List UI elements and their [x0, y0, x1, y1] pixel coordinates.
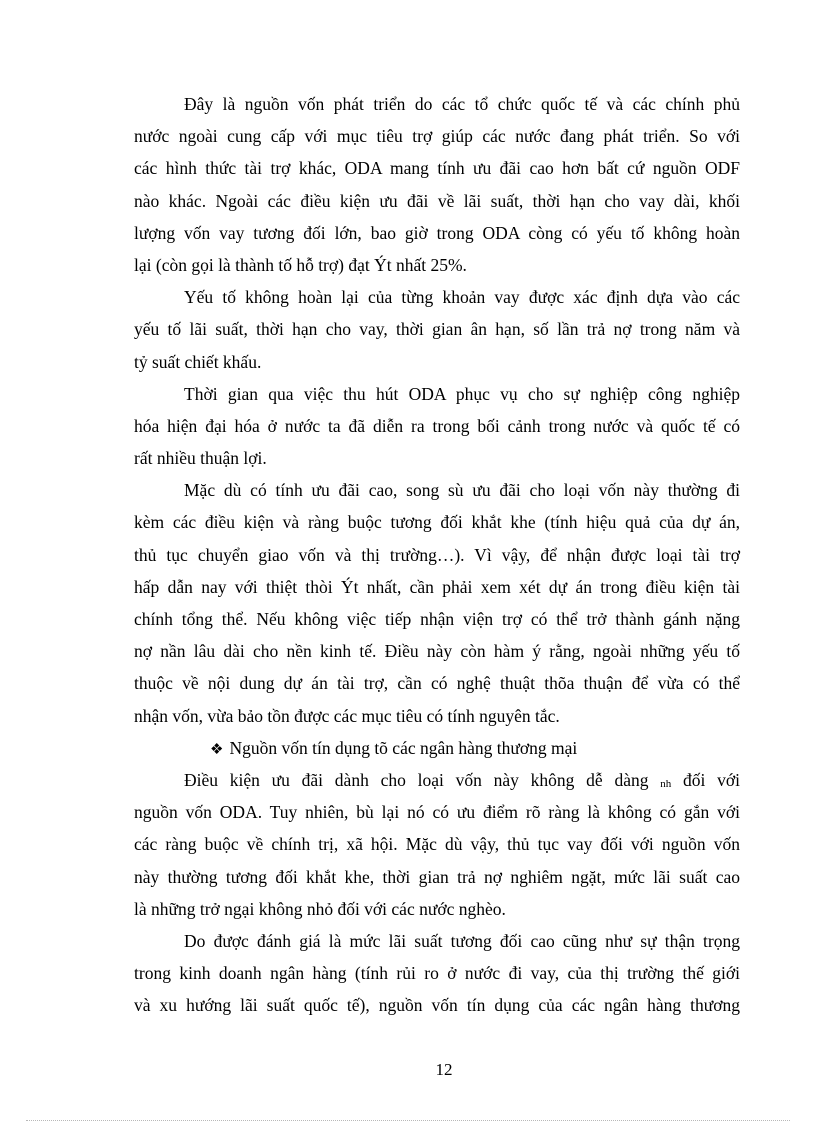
text-line: Mặc dù có tính ưu đãi cao, song sù ưu đãi cho loại vốn này thường đi: [184, 480, 740, 501]
text-line: này thường tương đối khắt khe, thời gian trả nợ nghiêm ngặt, mức lãi suất cao: [134, 866, 740, 887]
text-line: Đây là nguồn vốn phát triển do các tổ chức quốc tế và các chính phủ: [184, 94, 740, 114]
diamond-bullet-icon: ❖: [210, 741, 224, 758]
text-segment: Điều kiện ưu đãi dành cho loại vốn này không dễ dàng: [184, 769, 649, 790]
text-line: nước ngoài cung cấp với mục tiêu trợ giúp các nước đang phát triển. So với: [134, 126, 740, 147]
text-line: nào khác. Ngoài các điều kiện ưu đãi về lãi suất, thời hạn cho vay dài, khối: [134, 190, 740, 211]
text-line: hấp dẫn nay với thiệt thòi Ýt nhất, cần phải xem xét dự án trong điều kiện tài: [134, 576, 740, 597]
text-line: nhận vốn, vừa bảo tồn được các mục tiêu có tính nguyên tắc.: [134, 705, 560, 726]
text-line: tỷ suất chiết khấu.: [134, 351, 262, 372]
text-line: Do được đánh giá là mức lãi suất tương đối cao cũng như sự thận trọng: [184, 930, 740, 951]
section-heading: [134, 732, 740, 764]
text-line: chính tổng thể. Nếu không việc tiếp nhận viện trợ có thể trở thành gánh nặng: [134, 609, 740, 629]
text-fragment: nh: [660, 777, 672, 790]
text-line: rất nhiều thuận lợi.: [134, 448, 267, 469]
text-line: và xu hướng lãi suất quốc tế), nguồn vốn tín dụng của các ngân hàng thương: [134, 995, 740, 1016]
text-line: các hình thức tài trợ khác, ODA mang tính ưu đãi cao hơn bất cứ nguồn ODF: [134, 158, 740, 179]
text-line: các ràng buộc về chính trị, xã hội. Mặc dù vậy, thủ tục vay đối với nguồn vốn: [134, 834, 740, 855]
text-line: yếu tố lãi suất, thời hạn cho vay, thời gian ân hạn, số lần trả nợ trong năm và: [134, 319, 740, 340]
text-line: hóa hiện đại hóa ở nước ta đã diễn ra trong bối cảnh trong nước và quốc tế có: [134, 415, 740, 436]
text-line: trong kinh doanh ngân hàng (tính rủi ro ở nước đi vay, của thị trường thế giới: [134, 963, 740, 984]
text-segment: đối với: [683, 769, 741, 790]
text-line: nợ nần lâu dài cho nền kinh tế. Điều này còn hàm ý rằng, ngoài những yếu tố: [134, 641, 740, 662]
text-line: Yếu tố không hoàn lại của từng khoản vay được xác định dựa vào các: [184, 287, 740, 308]
text-line: lại (còn gọi là thành tố hỗ trợ) đạt Ýt nhất 25%.: [134, 254, 467, 275]
section-heading-text: Nguồn vốn tín dụng tõ các ngân hàng thương mại: [229, 737, 578, 758]
page-bottom-border: [26, 1120, 790, 1121]
text-line: thủ tục chuyển giao vốn và thị trường…). Vì vậy, để nhận được loại tài trợ: [134, 544, 740, 565]
text-line: kèm các điều kiện và ràng buộc tương đối khắt khe (tính hiệu quả của dự án,: [134, 512, 740, 533]
body-text: [134, 88, 740, 1021]
page-number: 12: [435, 1060, 453, 1079]
text-line: lượng vốn vay tương đối lớn, bao giờ trong ODA còng có yếu tố không hoàn: [134, 222, 740, 243]
text-line: nguồn vốn ODA. Tuy nhiên, bù lại nó có ưu điểm rõ ràng là không có gắn với: [134, 802, 740, 823]
text-line: Thời gian qua việc thu hút ODA phục vụ cho sự nghiệp công nghiệp: [184, 383, 740, 404]
text-line: [134, 764, 740, 796]
text-line: là những trở ngại không nhỏ đối với các nước nghèo.: [134, 898, 506, 919]
text-line: thuộc về nội dung dự án tài trợ, cần có nghệ thuật thõa thuận để vừa có thể: [134, 673, 740, 694]
